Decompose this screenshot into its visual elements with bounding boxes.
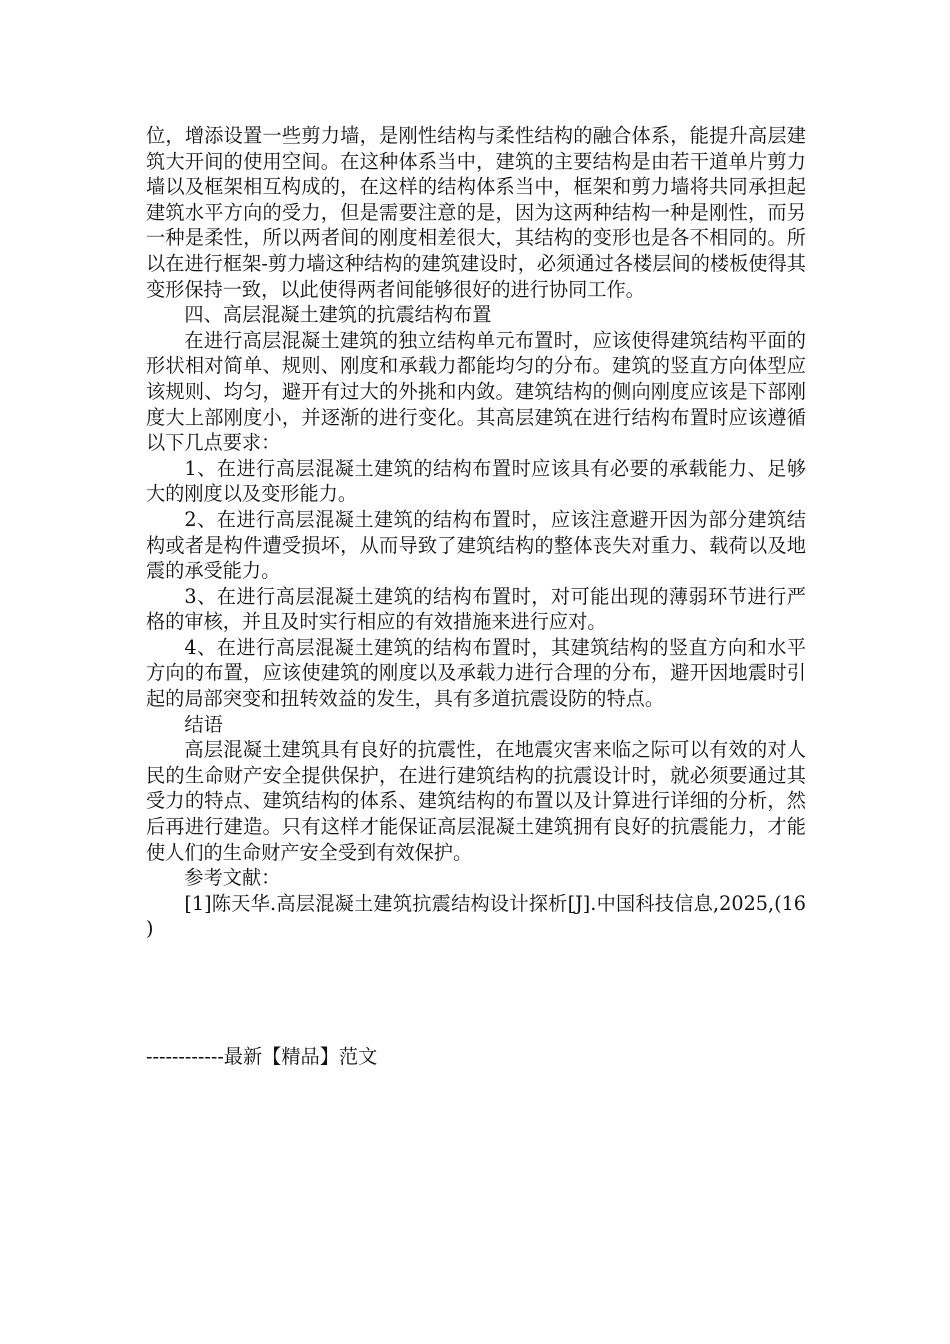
reference-entry: [1]陈天华.高层混凝土建筑抗震结构设计探析[J].中国科技信息,2025,(16): [146, 891, 806, 941]
body-paragraph: 在进行高层混凝土建筑的独立结构单元布置时，应该使得建筑结构平面的形状相对简单、规则、刚度和承载力都能均匀的分布。建筑的竖直方向体型应该规则、均匀，避开有过大的外挑和内敛。建筑结构的侧向刚度应该是下部刚度大上部刚度小，并逐渐的进行变化。其高层建筑在进行结构布置时应该遵循以下几点要求：: [146, 328, 806, 455]
list-item: 1、在进行高层混凝土建筑的结构布置时应该具有必要的承载能力、足够大的刚度以及变形能力。: [146, 456, 806, 506]
section-heading: 结语: [184, 712, 223, 736]
section-heading: 参考文献：: [184, 866, 281, 890]
list-item: 2、在进行高层混凝土建筑的结构布置时，应该注意避开因为部分建筑结构或者是构件遭受损坏，从而导致了建筑结构的整体丧失对重力、载荷以及地震的承受能力。: [146, 507, 806, 583]
list-item: 4、在进行高层混凝土建筑的结构布置时，其建筑结构的竖直方向和水平方向的布置，应该使建筑的刚度以及承载力进行合理的分布，避开因地震时引起的局部突变和扭转效益的发生，具有多道抗震设防的特点。: [146, 635, 806, 711]
body-paragraph: 位，增添设置一些剪力墙，是刚性结构与柔性结构的融合体系，能提升高层建筑大开间的使用空间。在这种体系当中，建筑的主要结构是由若干道单片剪力墙以及框架相互构成的，在这样的结构体系当中，框架和剪力墙将共同承担起建筑水平方向的受力，但是需要注意的是，因为这两种结构一种是刚性，而另一种是柔性，所以两者间的刚度相差很大，其结构的变形也是各不相同的。所以在进行框架-剪力墙这种结构的建筑建设时，必须通过各楼层间的楼板使得其变形保持一致，以此使得两者间能够很好的进行协同工作。: [146, 124, 806, 301]
body-paragraph: 高层混凝土建筑具有良好的抗震性，在地震灾害来临之际可以有效的对人民的生命财产安全提供保护，在进行建筑结构的抗震设计时，就必须要通过其受力的特点、建筑结构的体系、建筑结构的布置以及计算进行详细的分析，然后再进行建造。只有这样才能保证高层混凝土建筑拥有良好的抗震能力，才能使人们的生命财产安全受到有效保护。: [146, 738, 806, 864]
document-body: [146, 123, 806, 942]
page-footer: ------------最新【精品】范文: [146, 1045, 378, 1068]
section-heading: 四、高层混凝土建筑的抗震结构布置: [184, 303, 492, 327]
list-item: 3、在进行高层混凝土建筑的结构布置时，对可能出现的薄弱环节进行严格的审核，并且及时实行相应的有效措施来进行应对。: [146, 584, 806, 634]
